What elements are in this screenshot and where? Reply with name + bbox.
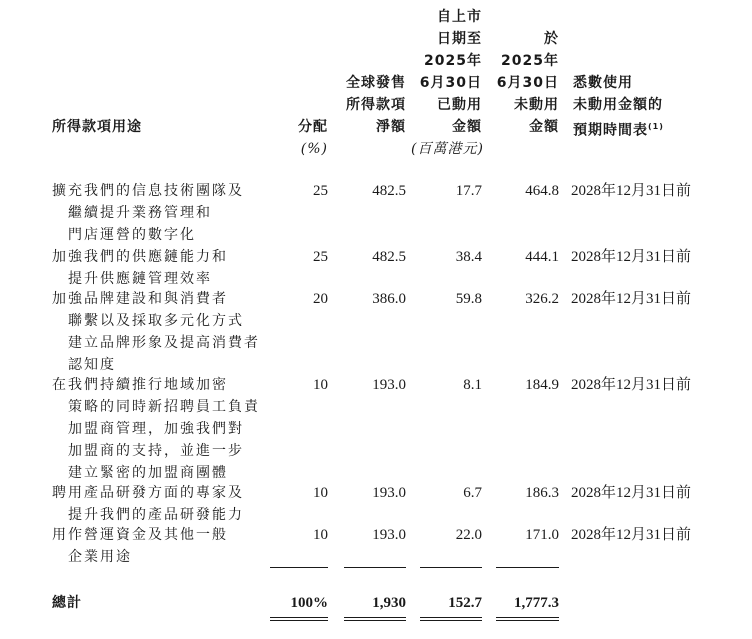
total-double-rule	[270, 620, 328, 621]
header-allocation-unit: (%)	[300, 141, 328, 157]
row-description-line: 認知度	[68, 357, 116, 373]
row-description-line: 企業用途	[68, 549, 132, 565]
row-used-amount: 8.1	[463, 377, 482, 393]
header-use-of-proceeds: 所得款項用途	[52, 119, 142, 135]
subtotal-rule	[344, 567, 406, 568]
row-timeline: 2028年12月31日前	[571, 527, 692, 543]
header-net-proceeds-line3: 淨額	[376, 119, 406, 135]
header-used-line2: 日期至	[437, 31, 482, 47]
header-timeline-line2: 未動用金額的	[573, 97, 663, 113]
row-description-line: 建立品牌形象及提高消費者	[68, 335, 260, 351]
subtotal-rule	[496, 567, 559, 568]
total-double-rule	[344, 620, 406, 621]
row-description-line: 在我們持續推行地域加密	[52, 377, 228, 393]
header-unused-line5: 金額	[529, 119, 559, 135]
header-allocation: 分配	[298, 119, 328, 135]
total-double-rule	[496, 620, 559, 621]
header-timeline-line1: 悉數使用	[573, 75, 633, 91]
header-unit-hkd-million: (百萬港元)	[411, 141, 484, 157]
row-unused-amount: 326.2	[525, 291, 559, 307]
row-used-amount: 59.8	[455, 291, 482, 307]
subtotal-rule	[270, 567, 328, 568]
total-double-rule	[344, 617, 406, 618]
total-allocation: 100%	[290, 595, 328, 611]
total-unused-amount: 1,777.3	[514, 595, 559, 611]
total-used-amount: 152.7	[448, 595, 482, 611]
header-net-proceeds-line1: 全球發售	[346, 75, 406, 91]
row-description-line: 繼續提升業務管理和	[68, 205, 212, 221]
row-used-amount: 17.7	[455, 183, 482, 199]
total-double-rule	[496, 617, 559, 618]
row-description-line: 加盟商管理，加強我們對	[68, 421, 244, 437]
row-allocation: 10	[313, 527, 328, 543]
row-description-line: 聘用產品研發方面的專家及	[52, 485, 244, 501]
footnote-marker: (1)	[648, 122, 664, 131]
total-double-rule	[420, 620, 482, 621]
row-allocation: 10	[313, 377, 328, 393]
row-net-proceeds: 193.0	[372, 527, 406, 543]
row-timeline: 2028年12月31日前	[571, 249, 692, 265]
row-net-proceeds: 193.0	[372, 485, 406, 501]
row-unused-amount: 184.9	[525, 377, 559, 393]
row-net-proceeds: 482.5	[372, 183, 406, 199]
row-description-line: 加強品牌建設和與消費者	[52, 291, 228, 307]
row-allocation: 25	[313, 249, 328, 265]
total-double-rule	[420, 617, 482, 618]
row-net-proceeds: 193.0	[372, 377, 406, 393]
header-unused-line2: 2025年	[501, 53, 559, 69]
row-used-amount: 6.7	[463, 485, 482, 501]
total-net-proceeds: 1,930	[372, 595, 406, 611]
row-allocation: 25	[313, 183, 328, 199]
row-description-line: 提升我們的產品研發能力	[68, 507, 244, 523]
header-used-line4: 6月30日	[419, 75, 482, 91]
row-allocation: 20	[313, 291, 328, 307]
header-net-proceeds-line2: 所得款項	[346, 97, 406, 113]
total-label: 總計	[52, 595, 82, 611]
row-description-line: 門店運營的數字化	[68, 227, 196, 243]
row-unused-amount: 171.0	[525, 527, 559, 543]
header-used-line3: 2025年	[424, 53, 482, 69]
row-description-line: 加強我們的供應鏈能力和	[52, 249, 228, 265]
header-used-line1: 自上市	[437, 9, 482, 25]
row-timeline: 2028年12月31日前	[571, 485, 692, 501]
total-double-rule	[270, 617, 328, 618]
header-timeline-line3: 預期時間表$^{(1)}$	[573, 122, 664, 139]
row-timeline: 2028年12月31日前	[571, 377, 692, 393]
subtotal-rule	[420, 567, 482, 568]
header-used-line6: 金額	[452, 119, 482, 135]
row-description-line: 建立緊密的加盟商團體	[68, 465, 228, 481]
row-timeline: 2028年12月31日前	[571, 183, 692, 199]
header-used-line5: 已動用	[437, 97, 482, 113]
row-net-proceeds: 386.0	[372, 291, 406, 307]
row-timeline: 2028年12月31日前	[571, 291, 692, 307]
row-used-amount: 22.0	[455, 527, 482, 543]
header-unused-line1: 於	[544, 31, 559, 47]
row-description-line: 用作營運資金及其他一般	[52, 527, 228, 543]
header-unused-line3: 6月30日	[496, 75, 559, 91]
row-allocation: 10	[313, 485, 328, 501]
row-unused-amount: 464.8	[525, 183, 559, 199]
row-description-line: 提升供應鏈管理效率	[68, 271, 212, 287]
row-description-line: 聯繫以及採取多元化方式	[68, 313, 244, 329]
row-description-line: 加盟商的支持，並進一步	[68, 443, 244, 459]
row-net-proceeds: 482.5	[372, 249, 406, 265]
row-unused-amount: 444.1	[525, 249, 559, 265]
header-unused-line4: 未動用	[514, 97, 559, 113]
row-unused-amount: 186.3	[525, 485, 559, 501]
row-description-line: 擴充我們的信息技術團隊及	[52, 183, 244, 199]
row-used-amount: 38.4	[455, 249, 482, 265]
row-description-line: 策略的同時新招聘員工負責	[68, 399, 260, 415]
